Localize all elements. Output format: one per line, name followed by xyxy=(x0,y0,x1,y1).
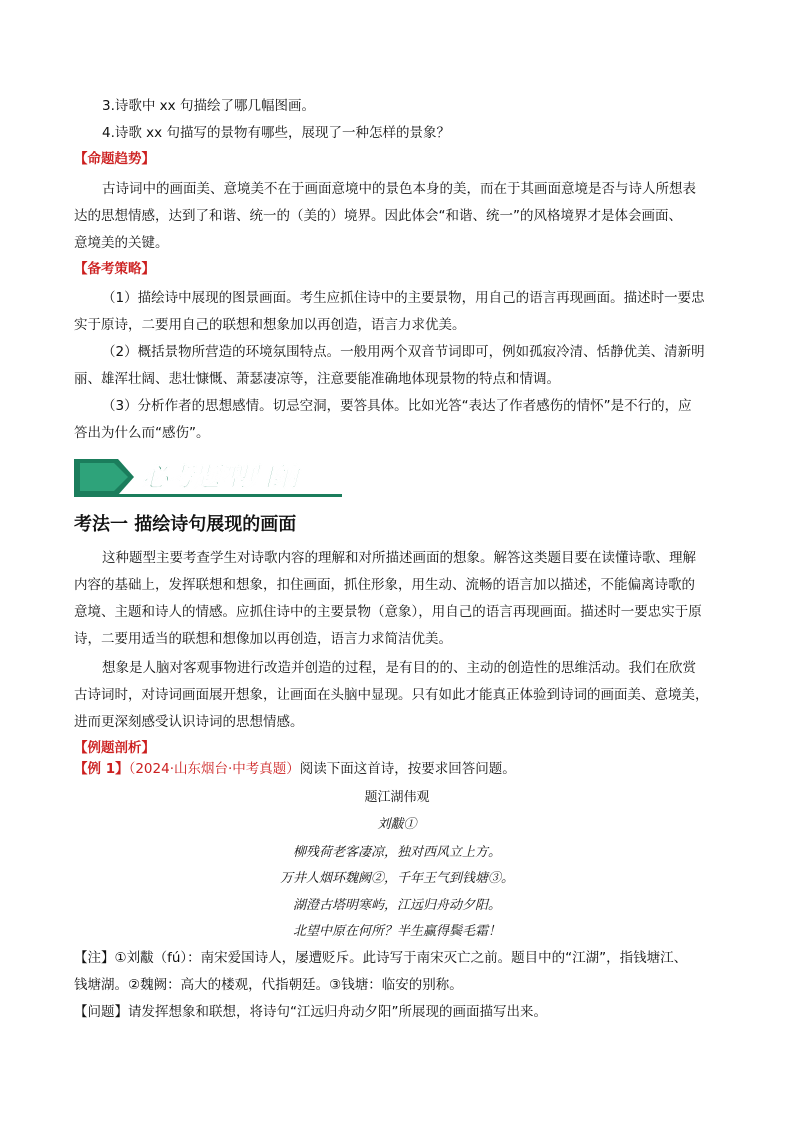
poem-line-2: 万井人烟环魏阙②，千年王气到钱塘③。 xyxy=(279,871,514,886)
strategy-line-2: 实于原诗，二要用自己的联想和想象加以再创造，语言力求优美。 xyxy=(74,317,466,333)
method-title: 考法一 描绘诗句展现的画面 xyxy=(74,514,297,535)
note-line-2: 钱塘湖。②魏阙：高大的楼观，代指朝廷。③钱塘：临安的别称。 xyxy=(74,977,463,993)
question-line: 【问题】请发挥想象和联想，将诗句“江远归舟动夕阳”所展现的画面描写出来。 xyxy=(74,1004,547,1020)
trend-line-2: 达的思想情感，达到了和谐、统一的（美的）境界。因此体会“和谐、统一”的风格境界才是体会画面、 xyxy=(74,208,682,224)
poem-line-4: 北望中原在何所？半生赢得鬓毛霜！ xyxy=(292,924,501,939)
method-p2-line-1: 想象是人脑对客观事物进行改造并创造的过程，是有目的的、主动的创造性的思维活动。我们在欣赏 xyxy=(102,660,696,676)
note-line-1: 【注】①刘黻（fú）：南宋爱国诗人，屡遭贬斥。此诗写于南宋灭亡之前。题目中的“江湖”，指钱塘江、 xyxy=(74,950,688,966)
trend-line-1: 古诗词中的画面美、意境美不在于画面意境中的景色本身的美，而在于其画面意境是否与诗人所想表 xyxy=(102,181,696,197)
strategy-line-5: （3）分析作者的思想感情。切忌空洞，要答具体。比如光答“表达了作者感伤的情怀”是不行的，应 xyxy=(102,398,692,414)
strategy-heading: 【备考策略】 xyxy=(74,261,155,277)
poem-line-3: 湖澄古塔明寒屿，江远归舟动夕阳。 xyxy=(292,898,501,913)
poem-title: 题江湖伟观 xyxy=(364,790,430,805)
poem-line-1: 柳残荷老客凄凉，独对西风立上方。 xyxy=(292,845,501,860)
method-p1-line-3: 意境、主题和诗人的情感。应抓住诗中的主要景物（意象），用自己的语言再现画面。描述时一要忠实于原 xyxy=(74,604,702,620)
section-banner xyxy=(74,457,342,499)
example-source: （2024·山东烟台·中考真题） xyxy=(128,761,300,777)
strategy-line-1: （1）描绘诗中展现的图景画面。考生应抓住诗中的主要景物，用自己的语言再现画面。描述时一要忠 xyxy=(102,290,705,306)
example-label: 【例 1】 xyxy=(74,761,129,777)
method-p2-line-2: 古诗词时，对诗词画面展开想象，让画面在头脑中显现。只有如此才能真正体验到诗词的画面美、意境美， xyxy=(74,687,709,703)
item-3: 3.诗歌中 xx 句描绘了哪几幅图画。 xyxy=(102,98,315,114)
trend-heading: 【命题趋势】 xyxy=(74,151,155,167)
strategy-line-6: 答出为什么而“感伤”。 xyxy=(74,425,210,441)
poem-author: 刘黻① xyxy=(377,817,417,832)
example-intro xyxy=(74,759,724,779)
method-p1-line-4: 诗，二要用适当的联想和想像加以再创造，语言力求简洁优美。 xyxy=(74,631,452,647)
method-p2-line-3: 进而更深刻感受认识诗词的思想情感。 xyxy=(74,714,304,730)
example-heading: 【例题剖析】 xyxy=(74,740,155,756)
item-4: 4.诗歌 xx 句描写的景物有哪些，展现了一种怎样的景象？ xyxy=(102,125,450,141)
trend-line-3: 意境美的关键。 xyxy=(74,235,169,251)
method-p1-line-1: 这种题型主要考查学生对诗歌内容的理解和对所描述画面的想象。解答这类题目要在读懂诗歌、理解 xyxy=(102,550,696,566)
method-p1-line-2: 内容的基础上，发挥联想和想象，扣住画面，抓住形象，用生动、流畅的语言加以描述，不能偏离诗歌的 xyxy=(74,577,695,593)
banner-title: 必考题型归纳 xyxy=(142,463,299,493)
strategy-line-4: 丽、雄浑壮阔、悲壮慷慨、萧瑟凄凉等，注意要能准确地体现景物的特点和情调。 xyxy=(74,371,560,387)
strategy-line-3: （2）概括景物所营造的环境氛围特点。一般用两个双音节词即可，例如孤寂冷清、恬静优美、清新明 xyxy=(102,344,705,360)
example-prompt: 阅读下面这首诗，按要求回答问题。 xyxy=(299,761,516,777)
